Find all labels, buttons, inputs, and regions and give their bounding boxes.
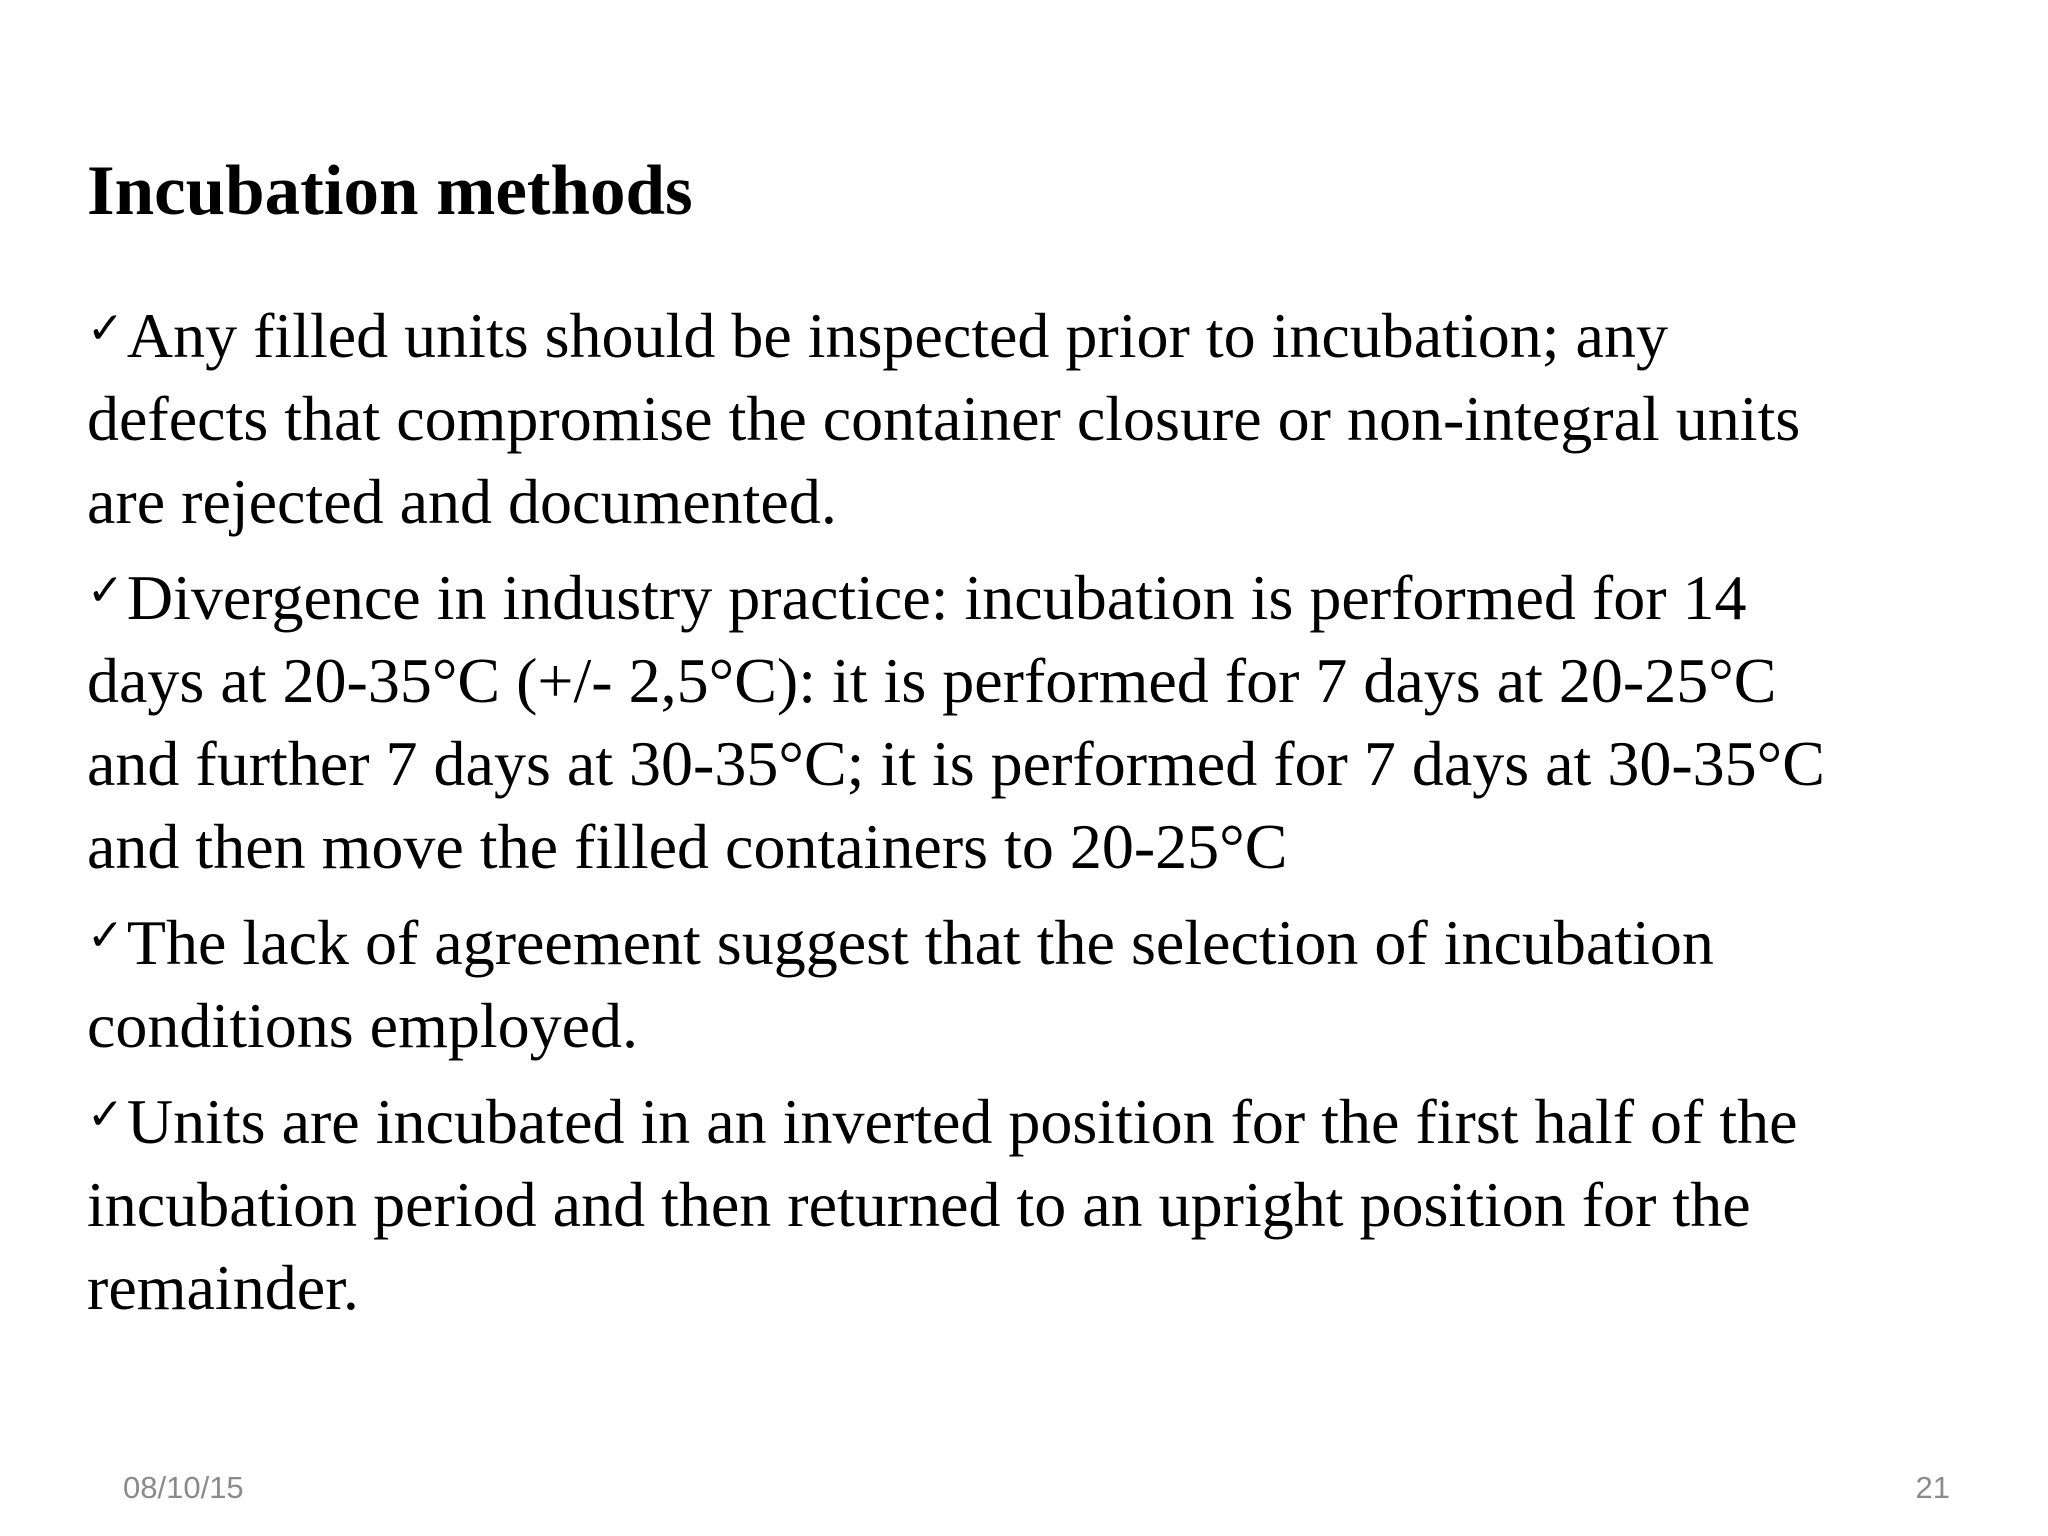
bullet-line: conditions employed.	[87, 990, 639, 1061]
slide-title: Incubation methods	[87, 152, 693, 230]
bullet-text: The lack of agreement suggest that the selection of incubation	[126, 907, 1714, 978]
check-mark-icon: ✓	[87, 565, 124, 616]
bullet-line	[87, 1080, 1987, 1163]
bullet-line: and further 7 days at 30-35°C; it is performed for 7 days at 30-35°C	[87, 728, 1825, 799]
bullet-line: and then move the filled containers to 20-25°C	[87, 811, 1288, 882]
bullet-line: are rejected and documented.	[87, 466, 837, 537]
bullet-text: Any filled units should be inspected prior to incubation; any	[126, 300, 1668, 371]
bullet-item-industry-practice	[87, 556, 1987, 888]
check-mark-icon: ✓	[87, 910, 124, 961]
bullet-item-positioning	[87, 1080, 1987, 1329]
slide-page-number: 21	[1915, 1470, 1950, 1505]
bullet-line: incubation period and then returned to an upright position for the	[87, 1169, 1751, 1240]
bullet-line	[87, 901, 1987, 984]
bullet-line	[87, 556, 1987, 639]
bullet-item-agreement	[87, 901, 1987, 1067]
bullet-text: Divergence in industry practice: incubation is performed for 14	[126, 562, 1747, 633]
check-mark-icon: ✓	[87, 1089, 124, 1140]
check-mark-icon: ✓	[87, 303, 124, 354]
bullet-line: defects that compromise the container closure or non-integral units	[87, 383, 1801, 454]
bullet-line: days at 20-35°C (+/- 2,5°C): it is performed for 7 days at 20-25°C	[87, 645, 1777, 716]
bullet-line: remainder.	[87, 1252, 359, 1323]
bullet-list	[87, 294, 1987, 1342]
bullet-item-inspection	[87, 294, 1987, 543]
bullet-line	[87, 294, 1987, 377]
footer-date: 08/10/15	[123, 1470, 244, 1505]
bullet-text: Units are incubated in an inverted position for the first half of the	[126, 1086, 1798, 1157]
